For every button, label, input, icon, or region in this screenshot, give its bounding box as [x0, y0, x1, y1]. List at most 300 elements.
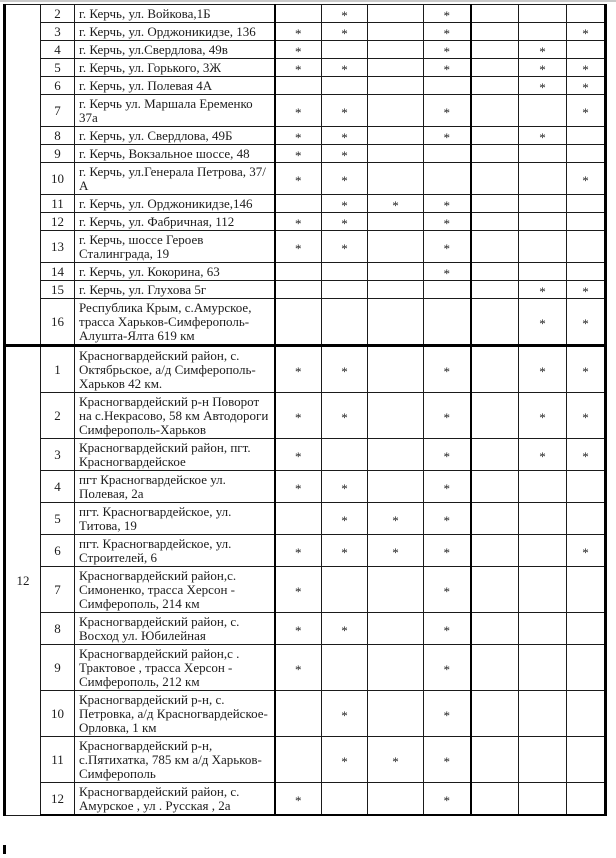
address-cell: г. Керчь, ул. Глухова 5г — [75, 281, 275, 299]
mark-cell-col-6 — [519, 41, 567, 59]
mark-cell-col-6 — [519, 23, 567, 41]
row-number-cell: 2 — [41, 393, 75, 439]
mark-cell-col-4 — [424, 346, 471, 393]
mark-cell-col-3 — [368, 5, 424, 23]
mark-cell-col-4 — [424, 783, 471, 816]
mark-cell-col-5 — [471, 471, 519, 503]
mark-cell-col-3 — [368, 77, 424, 95]
table-row — [5, 299, 606, 346]
asterisk-mark: * — [295, 240, 302, 256]
mark-cell-col-6 — [519, 163, 567, 195]
mark-cell-col-1 — [275, 77, 322, 95]
mark-cell-col-3 — [368, 59, 424, 77]
mark-cell-col-1 — [275, 346, 322, 393]
asterisk-mark: * — [582, 409, 589, 425]
asterisk-mark: * — [539, 43, 546, 59]
mark-cell-col-4 — [424, 691, 471, 737]
mark-cell-col-4 — [424, 503, 471, 535]
mark-cell-col-5 — [471, 163, 519, 195]
mark-cell-col-6 — [519, 145, 567, 163]
mark-cell-col-3 — [368, 195, 424, 213]
table-row — [5, 613, 606, 645]
asterisk-mark: * — [341, 622, 348, 638]
table-row — [5, 77, 606, 95]
asterisk-mark: * — [341, 172, 348, 188]
mark-cell-col-2 — [322, 231, 368, 263]
table-row — [5, 691, 606, 737]
asterisk-mark: * — [341, 147, 348, 163]
mark-cell-col-3 — [368, 439, 424, 471]
mark-cell-col-2 — [322, 783, 368, 816]
row-number-cell: 11 — [41, 737, 75, 783]
row-number-cell: 3 — [41, 439, 75, 471]
mark-cell-col-1 — [275, 41, 322, 59]
mark-cell-col-4 — [424, 23, 471, 41]
mark-cell-col-5 — [471, 263, 519, 281]
address-cell: г. Керчь, ул. Горького, 3Ж — [75, 59, 275, 77]
mark-cell-col-4 — [424, 737, 471, 783]
row-number-cell: 6 — [41, 77, 75, 95]
asterisk-mark: * — [539, 283, 546, 299]
mark-cell-col-6 — [519, 95, 567, 127]
asterisk-mark: * — [443, 129, 450, 145]
asterisk-mark: * — [392, 197, 399, 213]
mark-cell-col-6 — [519, 263, 567, 281]
table-row — [5, 439, 606, 471]
mark-cell-col-2 — [322, 439, 368, 471]
asterisk-mark: * — [392, 512, 399, 528]
mark-cell-col-7 — [567, 195, 606, 213]
asterisk-mark: * — [341, 215, 348, 231]
mark-cell-col-5 — [471, 645, 519, 691]
mark-cell-col-6 — [519, 691, 567, 737]
mark-cell-col-6 — [519, 503, 567, 535]
row-number-cell: 12 — [41, 783, 75, 816]
address-cell: Красногвардейский район, пгт. Красногвардейское — [75, 439, 275, 471]
row-number-cell: 12 — [41, 213, 75, 231]
mark-cell-col-2 — [322, 299, 368, 346]
row-number-cell: 3 — [41, 23, 75, 41]
asterisk-mark: * — [443, 409, 450, 425]
asterisk-mark: * — [295, 172, 302, 188]
address-marks-table — [3, 4, 607, 816]
mark-cell-col-6 — [519, 77, 567, 95]
mark-cell-col-4 — [424, 5, 471, 23]
asterisk-mark: * — [341, 512, 348, 528]
mark-cell-col-7 — [567, 127, 606, 145]
asterisk-mark: * — [582, 363, 589, 379]
table-row — [5, 231, 606, 263]
address-cell: г. Керчь, шоссе Героев Сталинграда, 19 — [75, 231, 275, 263]
mark-cell-col-1 — [275, 393, 322, 439]
mark-cell-col-7 — [567, 263, 606, 281]
mark-cell-col-5 — [471, 535, 519, 567]
mark-cell-col-5 — [471, 393, 519, 439]
asterisk-mark: * — [341, 753, 348, 769]
mark-cell-col-7 — [567, 163, 606, 195]
table-row — [5, 127, 606, 145]
address-cell: г. Керчь, ул. Фабричная, 112 — [75, 213, 275, 231]
row-number-cell: 7 — [41, 95, 75, 127]
table-row — [5, 41, 606, 59]
mark-cell-col-2 — [322, 23, 368, 41]
address-cell: пгт. Красногвардейское, ул. Строителей, 6 — [75, 535, 275, 567]
mark-cell-col-2 — [322, 195, 368, 213]
asterisk-mark: * — [582, 104, 589, 120]
mark-cell-col-4 — [424, 195, 471, 213]
asterisk-mark: * — [443, 753, 450, 769]
mark-cell-col-3 — [368, 281, 424, 299]
address-cell: г. Керчь, ул. Орджоникидзе,146 — [75, 195, 275, 213]
mark-cell-col-1 — [275, 281, 322, 299]
table-row — [5, 213, 606, 231]
mark-cell-col-6 — [519, 471, 567, 503]
asterisk-mark: * — [443, 7, 450, 23]
mark-cell-col-3 — [368, 535, 424, 567]
asterisk-mark: * — [295, 448, 302, 464]
mark-cell-col-7 — [567, 346, 606, 393]
row-number-cell: 2 — [41, 5, 75, 23]
mark-cell-col-5 — [471, 439, 519, 471]
mark-cell-col-6 — [519, 783, 567, 816]
mark-cell-col-5 — [471, 613, 519, 645]
mark-cell-col-4 — [424, 145, 471, 163]
row-number-cell: 10 — [41, 691, 75, 737]
mark-cell-col-2 — [322, 393, 368, 439]
mark-cell-col-4 — [424, 41, 471, 59]
mark-cell-col-4 — [424, 127, 471, 145]
address-cell: г. Керчь, ул. Полевая 4А — [75, 77, 275, 95]
table-row — [5, 783, 606, 816]
mark-cell-col-4 — [424, 163, 471, 195]
mark-cell-col-3 — [368, 213, 424, 231]
mark-cell-col-2 — [322, 95, 368, 127]
mark-cell-col-6 — [519, 5, 567, 23]
mark-cell-col-5 — [471, 299, 519, 346]
mark-cell-col-6 — [519, 231, 567, 263]
mark-cell-col-7 — [567, 213, 606, 231]
asterisk-mark: * — [295, 363, 302, 379]
asterisk-mark: * — [582, 25, 589, 41]
mark-cell-col-5 — [471, 5, 519, 23]
mark-cell-col-2 — [322, 77, 368, 95]
mark-cell-col-4 — [424, 535, 471, 567]
asterisk-mark: * — [582, 172, 589, 188]
table-row — [5, 503, 606, 535]
mark-cell-col-4 — [424, 77, 471, 95]
mark-cell-col-1 — [275, 263, 322, 281]
row-number-cell: 9 — [41, 145, 75, 163]
mark-cell-col-7 — [567, 145, 606, 163]
asterisk-mark: * — [443, 215, 450, 231]
mark-cell-col-3 — [368, 346, 424, 393]
row-number-cell: 6 — [41, 535, 75, 567]
asterisk-mark: * — [443, 448, 450, 464]
asterisk-mark: * — [295, 104, 302, 120]
row-number-cell: 8 — [41, 613, 75, 645]
mark-cell-col-6 — [519, 195, 567, 213]
table-row — [5, 393, 606, 439]
mark-cell-col-1 — [275, 783, 322, 816]
address-cell: г. Керчь, ул. Орджоникидзе, 136 — [75, 23, 275, 41]
cut-off-row-edge — [0, 0, 616, 2]
address-cell: Красногвардейский район,с. Симоненко, трасса Херсон - Симферополь, 214 км — [75, 567, 275, 613]
mark-cell-col-7 — [567, 59, 606, 77]
mark-cell-col-7 — [567, 231, 606, 263]
mark-cell-col-3 — [368, 41, 424, 59]
mark-cell-col-5 — [471, 23, 519, 41]
asterisk-mark: * — [341, 129, 348, 145]
asterisk-mark: * — [295, 480, 302, 496]
asterisk-mark: * — [582, 315, 589, 331]
row-number-cell: 7 — [41, 567, 75, 613]
table-row — [5, 145, 606, 163]
asterisk-mark: * — [443, 792, 450, 808]
mark-cell-col-2 — [322, 535, 368, 567]
asterisk-mark: * — [539, 61, 546, 77]
mark-cell-col-2 — [322, 163, 368, 195]
table-row — [5, 95, 606, 127]
asterisk-mark: * — [582, 544, 589, 560]
mark-cell-col-3 — [368, 567, 424, 613]
asterisk-mark: * — [582, 61, 589, 77]
mark-cell-col-3 — [368, 231, 424, 263]
asterisk-mark: * — [539, 129, 546, 145]
asterisk-mark: * — [539, 315, 546, 331]
mark-cell-col-6 — [519, 59, 567, 77]
mark-cell-col-1 — [275, 471, 322, 503]
mark-cell-col-7 — [567, 299, 606, 346]
mark-cell-col-6 — [519, 535, 567, 567]
asterisk-mark: * — [443, 480, 450, 496]
mark-cell-col-5 — [471, 213, 519, 231]
mark-cell-col-2 — [322, 41, 368, 59]
address-cell: Красногвардейский р-н, с. Петровка, а/д Красногвардейское-Орловка, 1 км — [75, 691, 275, 737]
address-cell: г. Керчь, Вокзальное шоссе, 48 — [75, 145, 275, 163]
mark-cell-col-6 — [519, 127, 567, 145]
mark-cell-col-2 — [322, 613, 368, 645]
mark-cell-col-7 — [567, 691, 606, 737]
asterisk-mark: * — [341, 104, 348, 120]
mark-cell-col-3 — [368, 691, 424, 737]
mark-cell-col-1 — [275, 567, 322, 613]
mark-cell-col-6 — [519, 737, 567, 783]
mark-cell-col-7 — [567, 613, 606, 645]
mark-cell-col-1 — [275, 163, 322, 195]
address-cell: Красногвардейский район, с. Октябрьское, а/д Симферополь-Харьков 42 км. — [75, 346, 275, 393]
mark-cell-col-4 — [424, 471, 471, 503]
address-cell: г. Керчь, ул. Свердлова, 49Б — [75, 127, 275, 145]
mark-cell-col-4 — [424, 393, 471, 439]
mark-cell-col-5 — [471, 59, 519, 77]
mark-cell-col-4 — [424, 263, 471, 281]
address-cell: г. Керчь ул. Маршала Еременко 37а — [75, 95, 275, 127]
asterisk-mark: * — [295, 25, 302, 41]
asterisk-mark: * — [295, 43, 302, 59]
address-cell: г. Керчь, ул. Войкова,1Б — [75, 5, 275, 23]
mark-cell-col-1 — [275, 5, 322, 23]
table-row — [5, 471, 606, 503]
mark-cell-col-7 — [567, 783, 606, 816]
mark-cell-col-1 — [275, 231, 322, 263]
mark-cell-col-6 — [519, 567, 567, 613]
address-cell: Красногвардейский район,с . Трактовое , трасса Херсон - Симферополь, 212 км — [75, 645, 275, 691]
mark-cell-col-5 — [471, 567, 519, 613]
mark-cell-col-1 — [275, 195, 322, 213]
mark-cell-col-5 — [471, 95, 519, 127]
mark-cell-col-2 — [322, 145, 368, 163]
mark-cell-col-6 — [519, 346, 567, 393]
mark-cell-col-6 — [519, 439, 567, 471]
mark-cell-col-3 — [368, 145, 424, 163]
asterisk-mark: * — [295, 792, 302, 808]
asterisk-mark: * — [341, 544, 348, 560]
mark-cell-col-1 — [275, 691, 322, 737]
mark-cell-col-4 — [424, 95, 471, 127]
mark-cell-col-6 — [519, 613, 567, 645]
address-cell: Красногвардейский район, с. Амурское , ул . Русская , 2а — [75, 783, 275, 816]
asterisk-mark: * — [295, 409, 302, 425]
mark-cell-col-7 — [567, 645, 606, 691]
mark-cell-col-3 — [368, 393, 424, 439]
row-number-cell: 10 — [41, 163, 75, 195]
asterisk-mark: * — [539, 79, 546, 95]
mark-cell-col-3 — [368, 127, 424, 145]
asterisk-mark: * — [539, 448, 546, 464]
mark-cell-col-1 — [275, 737, 322, 783]
mark-cell-col-1 — [275, 127, 322, 145]
mark-cell-col-2 — [322, 691, 368, 737]
asterisk-mark: * — [295, 544, 302, 560]
mark-cell-col-6 — [519, 281, 567, 299]
address-cell: Красногвардейский р-н Поворот на с.Некрасово, 58 км Автодороги Симферополь-Харьков — [75, 393, 275, 439]
mark-cell-col-7 — [567, 567, 606, 613]
asterisk-mark: * — [341, 240, 348, 256]
mark-cell-col-7 — [567, 737, 606, 783]
mark-cell-col-3 — [368, 263, 424, 281]
mark-cell-col-7 — [567, 77, 606, 95]
row-number-cell: 14 — [41, 263, 75, 281]
section-label-cell — [5, 5, 41, 346]
mark-cell-col-6 — [519, 393, 567, 439]
mark-cell-col-4 — [424, 299, 471, 346]
mark-cell-col-1 — [275, 213, 322, 231]
mark-cell-col-2 — [322, 213, 368, 231]
mark-cell-col-3 — [368, 613, 424, 645]
mark-cell-col-5 — [471, 281, 519, 299]
mark-cell-col-3 — [368, 503, 424, 535]
asterisk-mark: * — [341, 480, 348, 496]
row-number-cell: 8 — [41, 127, 75, 145]
asterisk-mark: * — [539, 409, 546, 425]
mark-cell-col-3 — [368, 471, 424, 503]
mark-cell-col-2 — [322, 737, 368, 783]
row-number-cell: 9 — [41, 645, 75, 691]
table-row — [5, 263, 606, 281]
row-number-cell: 16 — [41, 299, 75, 346]
mark-cell-col-7 — [567, 281, 606, 299]
address-cell: г. Керчь, ул. Кокорина, 63 — [75, 263, 275, 281]
address-cell: г. Керчь, ул.Генерала Петрова, 37/А — [75, 163, 275, 195]
mark-cell-col-2 — [322, 59, 368, 77]
asterisk-mark: * — [443, 363, 450, 379]
mark-cell-col-1 — [275, 439, 322, 471]
mark-cell-col-3 — [368, 163, 424, 195]
mark-cell-col-6 — [519, 645, 567, 691]
table-row — [5, 645, 606, 691]
mark-cell-col-1 — [275, 535, 322, 567]
mark-cell-col-5 — [471, 783, 519, 816]
table-row — [5, 567, 606, 613]
mark-cell-col-1 — [275, 59, 322, 77]
mark-cell-col-2 — [322, 346, 368, 393]
mark-cell-col-4 — [424, 281, 471, 299]
mark-cell-col-2 — [322, 5, 368, 23]
table-row — [5, 281, 606, 299]
asterisk-mark: * — [392, 544, 399, 560]
mark-cell-col-4 — [424, 231, 471, 263]
mark-cell-col-5 — [471, 195, 519, 213]
mark-cell-col-2 — [322, 503, 368, 535]
table-row — [5, 163, 606, 195]
mark-cell-col-7 — [567, 439, 606, 471]
asterisk-mark: * — [295, 215, 302, 231]
asterisk-mark: * — [443, 707, 450, 723]
mark-cell-col-2 — [322, 567, 368, 613]
row-number-cell: 4 — [41, 41, 75, 59]
mark-cell-col-5 — [471, 127, 519, 145]
asterisk-mark: * — [295, 661, 302, 677]
asterisk-mark: * — [443, 43, 450, 59]
table-row — [5, 535, 606, 567]
mark-cell-col-1 — [275, 503, 322, 535]
asterisk-mark: * — [295, 147, 302, 163]
table-row — [5, 59, 606, 77]
mark-cell-col-4 — [424, 213, 471, 231]
asterisk-mark: * — [295, 129, 302, 145]
table-row — [5, 346, 606, 393]
address-cell: Республика Крым, с.Амурское, трасса Харьков-Симферополь-Алушта-Ялта 619 км — [75, 299, 275, 346]
asterisk-mark: * — [443, 240, 450, 256]
asterisk-mark: * — [341, 707, 348, 723]
mark-cell-col-5 — [471, 346, 519, 393]
table-row — [5, 195, 606, 213]
mark-cell-col-1 — [275, 23, 322, 41]
row-number-cell: 15 — [41, 281, 75, 299]
mark-cell-col-7 — [567, 503, 606, 535]
mark-cell-col-1 — [275, 95, 322, 127]
mark-cell-col-6 — [519, 299, 567, 346]
mark-cell-col-5 — [471, 41, 519, 59]
asterisk-mark: * — [341, 61, 348, 77]
row-number-cell: 11 — [41, 195, 75, 213]
asterisk-mark: * — [341, 7, 348, 23]
mark-cell-col-4 — [424, 613, 471, 645]
mark-cell-col-1 — [275, 613, 322, 645]
mark-cell-col-7 — [567, 23, 606, 41]
mark-cell-col-3 — [368, 783, 424, 816]
asterisk-mark: * — [295, 583, 302, 599]
mark-cell-col-1 — [275, 299, 322, 346]
mark-cell-col-2 — [322, 127, 368, 145]
address-cell: пгт. Красногвардейское, ул. Титова, 19 — [75, 503, 275, 535]
row-number-cell: 5 — [41, 59, 75, 77]
mark-cell-col-2 — [322, 471, 368, 503]
address-cell: Красногвардейский р-н, с.Пятихатка, 785 км а/д Харьков-Симферополь — [75, 737, 275, 783]
mark-cell-col-4 — [424, 567, 471, 613]
asterisk-mark: * — [443, 265, 450, 281]
asterisk-mark: * — [582, 283, 589, 299]
